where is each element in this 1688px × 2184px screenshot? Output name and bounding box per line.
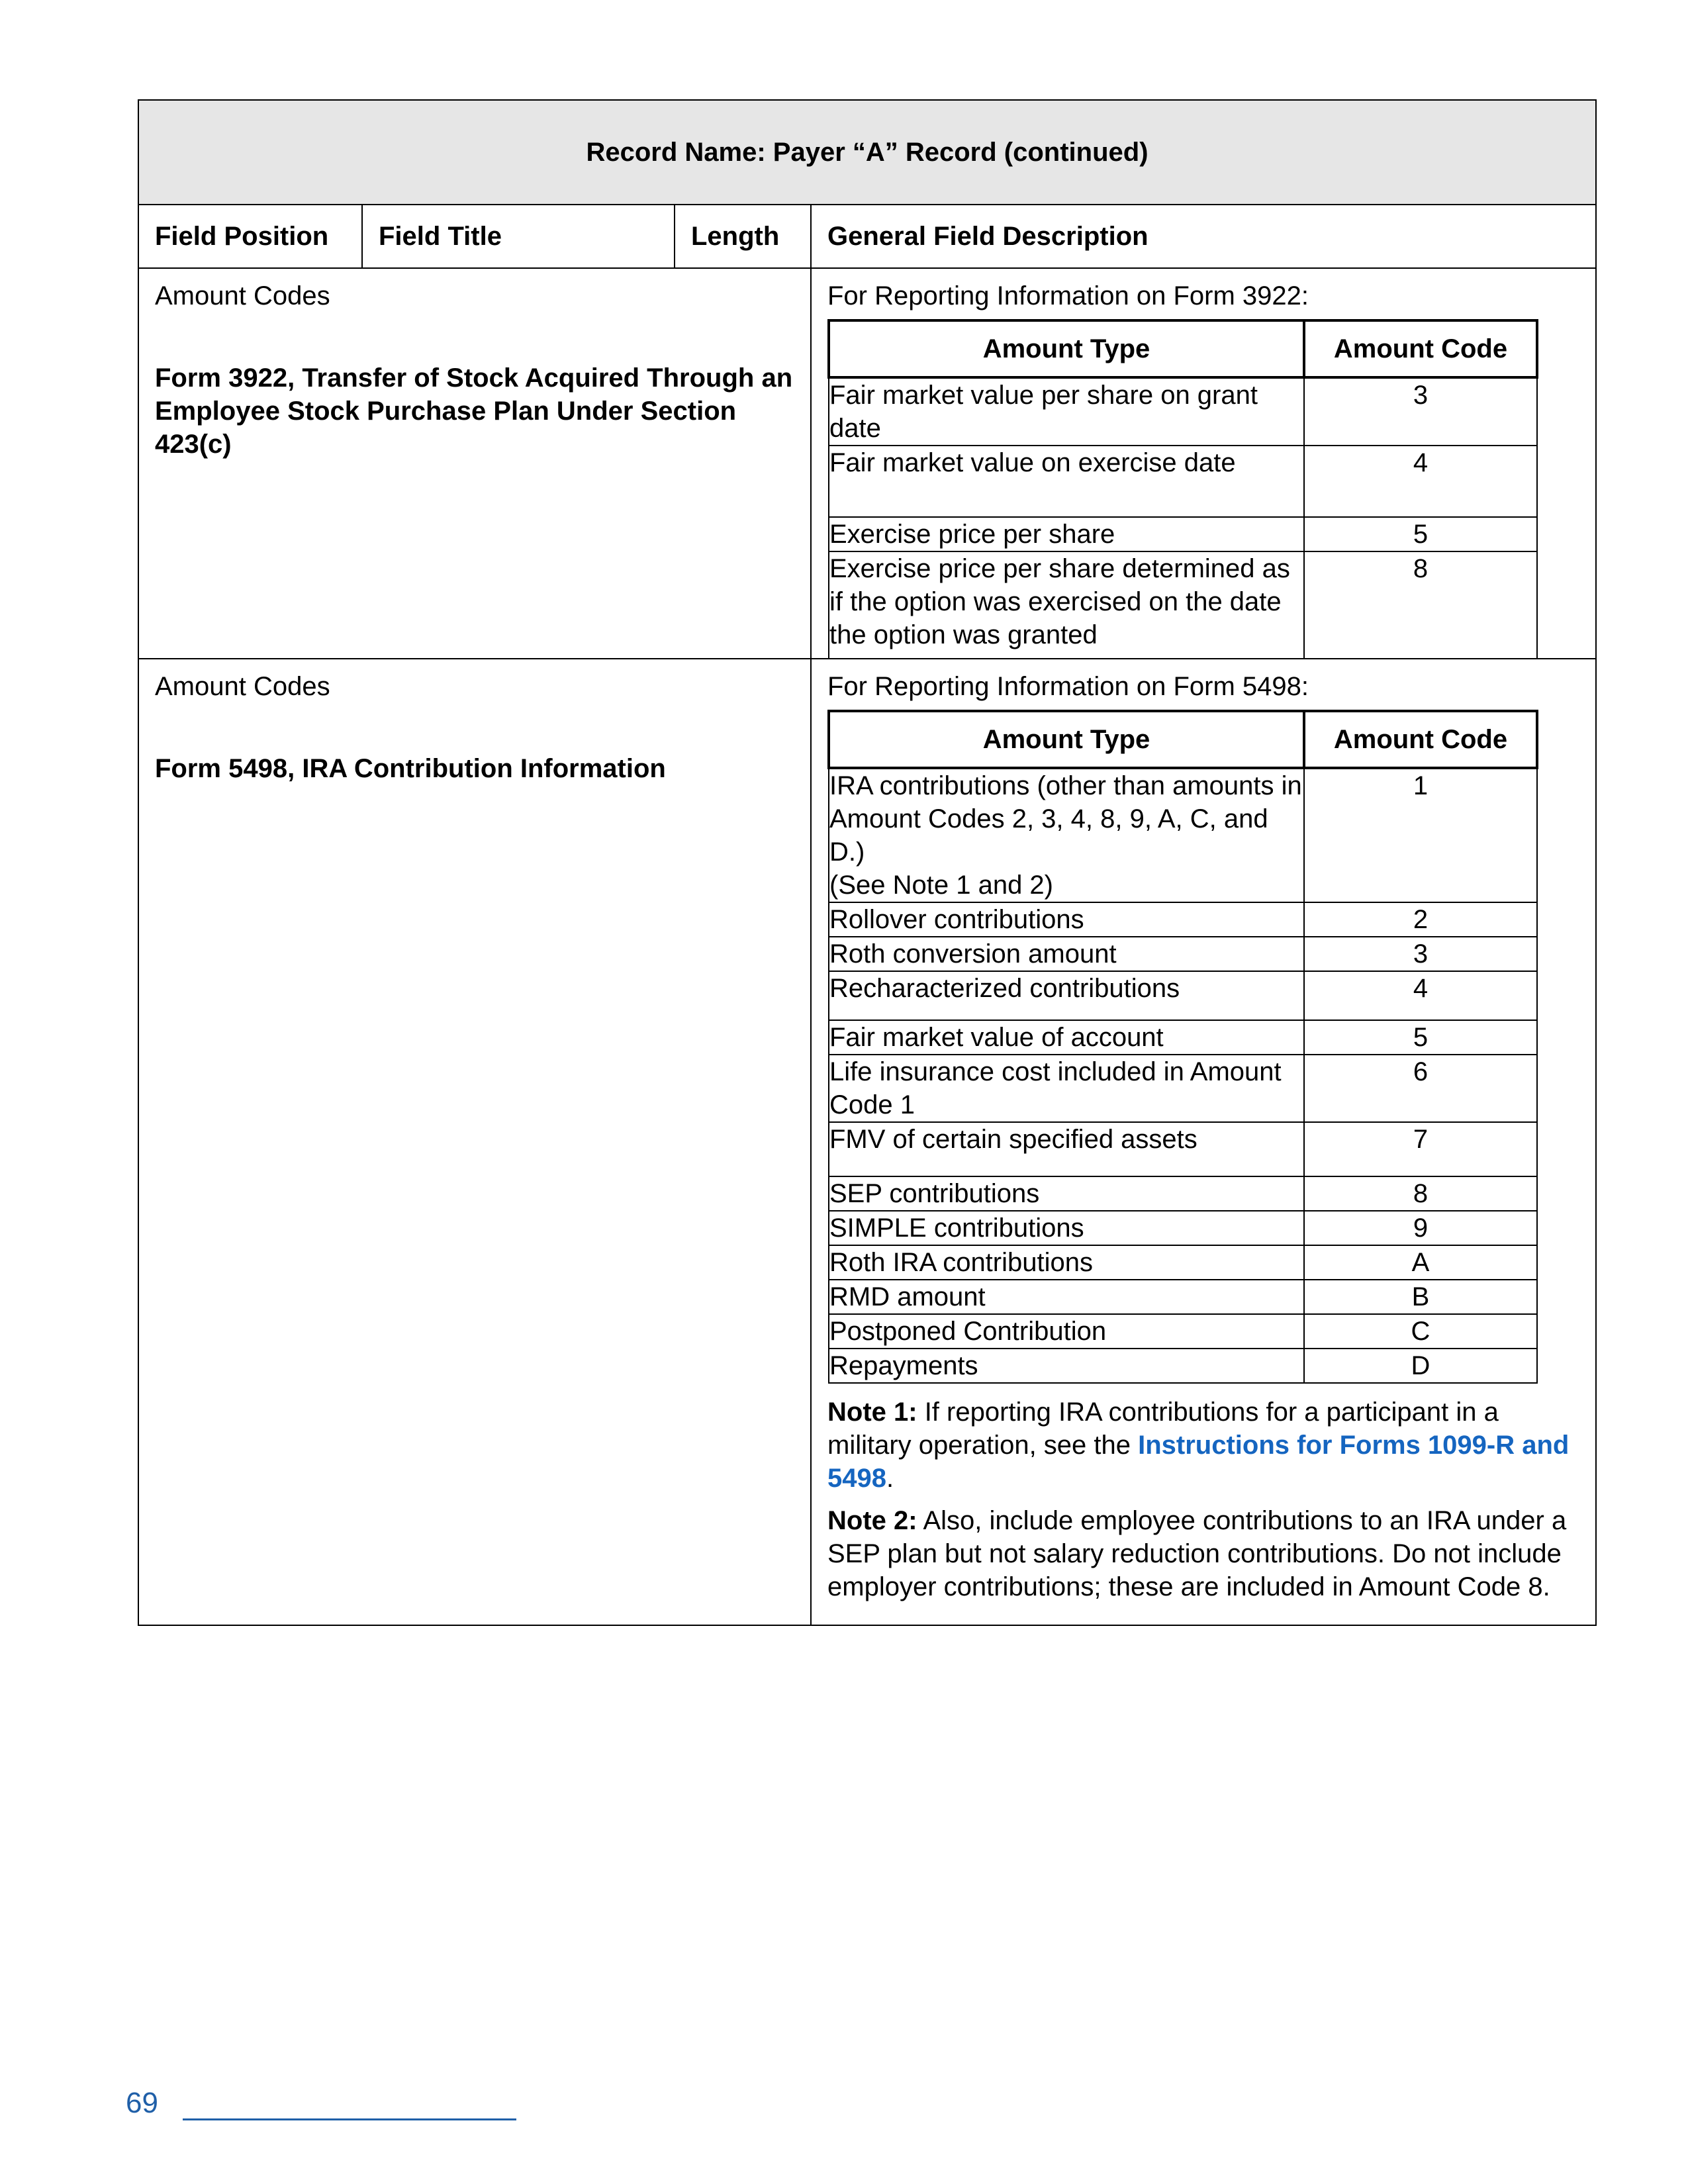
table-row [829, 1314, 1537, 1349]
amount-type-cell: Rollover contributions [829, 902, 1304, 937]
table-row [829, 1245, 1537, 1280]
record-table [138, 99, 1597, 1626]
amount-code-header: Amount Code [1304, 711, 1537, 768]
note-1 [827, 1396, 1575, 1495]
amount-type-cell: Exercise price per share determined as if the option was exercised on the date the option was granted [829, 551, 1304, 658]
footer-rule [183, 2118, 516, 2120]
amount-code-cell: 4 [1304, 971, 1537, 1020]
amount-code-cell: 7 [1304, 1122, 1537, 1176]
column-header-description: General Field Description [811, 205, 1596, 268]
amount-type-cell: RMD amount [829, 1280, 1304, 1314]
amount-code-cell: 1 [1304, 768, 1537, 902]
table-row [829, 902, 1537, 937]
table-row [829, 1211, 1537, 1245]
notes [812, 1384, 1595, 1625]
amount-type-cell: Roth IRA contributions [829, 1245, 1304, 1280]
amount-code-cell: 6 [1304, 1055, 1537, 1122]
amount-type-header: Amount Type [829, 711, 1304, 768]
amount-code-cell: 9 [1304, 1211, 1537, 1245]
section-left-cell [138, 268, 811, 659]
form-title: Form 5498, IRA Contribution Information [155, 754, 666, 783]
record-title: Record Name: Payer “A” Record (continued) [138, 100, 1596, 205]
table-row [829, 1280, 1537, 1314]
amount-code-header: Amount Code [1304, 320, 1537, 377]
section-intro: For Reporting Information on Form 3922: [827, 281, 1309, 310]
amount-code-cell: C [1304, 1314, 1537, 1349]
note-label: Note 1: [827, 1398, 917, 1427]
section-left-cell [138, 659, 811, 1625]
table-row [829, 1055, 1537, 1122]
amount-type-cell: Life insurance cost included in Amount Code 1 [829, 1055, 1304, 1122]
table-row [829, 1020, 1537, 1055]
amount-code-cell: 4 [1304, 446, 1537, 517]
form-title: Form 3922, Transfer of Stock Acquired Through an Employee Stock Purchase Plan Under Section 423(c) [155, 363, 793, 459]
amount-code-cell: 5 [1304, 517, 1537, 551]
amount-type-cell: Roth conversion amount [829, 937, 1304, 971]
amount-type-cell: Postponed Contribution [829, 1314, 1304, 1349]
section-description-cell [811, 268, 1596, 659]
amount-type-cell: Fair market value of account [829, 1020, 1304, 1055]
instructions-link[interactable]: Instructions for Forms 1099-R and 5498 [827, 1431, 1570, 1493]
note-text: Also, include employee contributions to an IRA under a SEP plan but not salary reduction contributions. Do not include employer contributions; these are included in Amount Code 8. [827, 1506, 1567, 1601]
amount-type-note: (See Note 1 and 2) [829, 871, 1053, 900]
table-row [829, 1122, 1537, 1176]
amount-code-cell: 3 [1304, 377, 1537, 446]
table-row [829, 971, 1537, 1020]
amount-code-table [827, 319, 1538, 658]
amount-code-cell: 8 [1304, 1176, 1537, 1211]
column-header-field-position: Field Position [138, 205, 362, 268]
section-label: Amount Codes [155, 672, 330, 701]
section-label: Amount Codes [155, 281, 330, 310]
table-row [829, 551, 1537, 658]
amount-type-cell: SEP contributions [829, 1176, 1304, 1211]
section-description-cell [811, 659, 1596, 1625]
amount-type-cell: SIMPLE contributions [829, 1211, 1304, 1245]
amount-code-table [827, 710, 1538, 1384]
note-text: If reporting IRA contributions for a participant in a military operation, see the [827, 1398, 1499, 1460]
amount-code-cell: 5 [1304, 1020, 1537, 1055]
page-number: 69 [126, 2087, 158, 2119]
amount-code-cell: 2 [1304, 902, 1537, 937]
amount-code-cell: A [1304, 1245, 1537, 1280]
table-row [829, 768, 1537, 902]
amount-code-cell: D [1304, 1349, 1537, 1383]
table-row [829, 937, 1537, 971]
amount-type-cell: Exercise price per share [829, 517, 1304, 551]
note-end: . [886, 1464, 894, 1493]
amount-type-cell: Recharacterized contributions [829, 971, 1304, 1020]
column-header-length: Length [675, 205, 811, 268]
table-row [829, 446, 1537, 517]
amount-type-cell: Repayments [829, 1349, 1304, 1383]
section-form-3922 [138, 268, 1596, 659]
section-intro: For Reporting Information on Form 5498: [827, 672, 1309, 701]
amount-type-cell: Fair market value on exercise date [829, 446, 1304, 517]
section-form-5498 [138, 659, 1596, 1625]
table-row [829, 517, 1537, 551]
amount-code-cell: B [1304, 1280, 1537, 1314]
column-header-field-title: Field Title [362, 205, 675, 268]
table-row [829, 1176, 1537, 1211]
amount-type-header: Amount Type [829, 320, 1304, 377]
table-row [829, 377, 1537, 446]
note-label: Note 2: [827, 1506, 917, 1535]
table-row [829, 1349, 1537, 1383]
amount-type-cell [829, 768, 1304, 902]
amount-type-cell: FMV of certain specified assets [829, 1122, 1304, 1176]
amount-type-cell: Fair market value per share on grant date [829, 377, 1304, 446]
amount-code-cell: 3 [1304, 937, 1537, 971]
note-2 [827, 1504, 1575, 1603]
amount-type-text: IRA contributions (other than amounts in Amount Codes 2, 3, 4, 8, 9, A, C, and D.) [829, 771, 1302, 867]
amount-code-cell: 8 [1304, 551, 1537, 658]
